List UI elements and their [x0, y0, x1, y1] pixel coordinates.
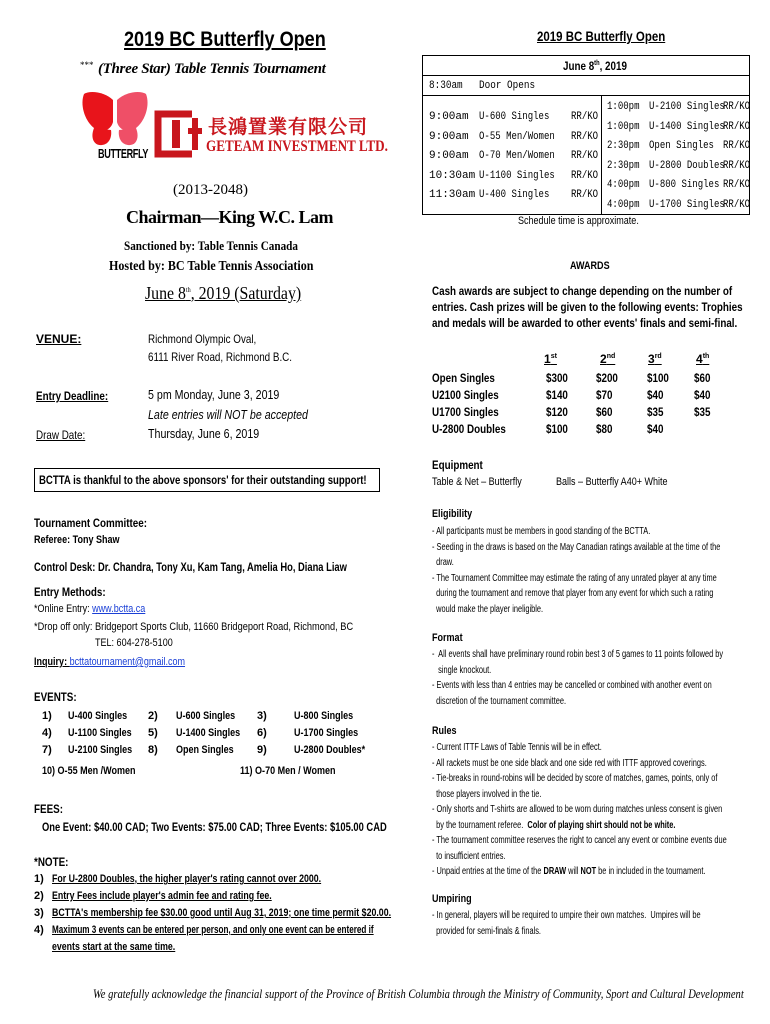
draw-date-label-text: Draw Date:: [36, 428, 86, 442]
equipment-heading: [432, 458, 494, 472]
event-name: Open Singles: [176, 744, 234, 756]
venue-line-1: Richmond Olympic Oval,: [148, 332, 257, 346]
schedule-event: O-55 Men/Women: [479, 130, 555, 143]
venue-label: VENUE:: [36, 332, 82, 346]
events-heading-text: EVENTS:: [34, 690, 77, 704]
schedule-divider: [601, 96, 602, 214]
entry-methods-heading-text: Entry Methods:: [34, 585, 106, 599]
prize-row: [432, 421, 752, 438]
rules-colour: Color of playing shirt should not be white.: [527, 819, 676, 831]
events-row: [42, 742, 382, 759]
events-row: [42, 725, 382, 742]
fees: [42, 820, 484, 834]
schedule-row: [607, 157, 751, 177]
event-name: U-1400 Singles: [176, 727, 241, 739]
event-name: U-400 Singles: [68, 710, 128, 722]
sanctioned-by: Sanctioned by: Table Tennis Canada: [124, 238, 298, 253]
schedule-right: [607, 98, 751, 215]
note-heading: [34, 855, 76, 869]
stars: ***: [80, 60, 94, 70]
prize-2nd: $70: [596, 388, 613, 402]
format-item: single knockout.: [432, 664, 492, 676]
geteam-english: GETEAM INVESTMENT LTD.: [206, 138, 388, 155]
draw-date-label: [36, 428, 96, 442]
note-text: BCTTA's membership fee $30.00 good until Aug 31, 2019; one time permit $20.00.: [52, 907, 392, 919]
format-item: - Events with less than 4 entries may be cancelled or combined with another event on: [432, 680, 712, 691]
schedule-row: [607, 137, 751, 157]
schedule-event: U-1700 Singles: [649, 198, 725, 211]
schedule-time: 11:30am: [429, 189, 476, 201]
schedule-event: O-70 Men/Women: [479, 150, 555, 162]
event-num: 6): [257, 727, 267, 739]
umpiring-item: provided for semi-finals & finals.: [432, 925, 541, 937]
prize-1st: $300: [546, 371, 568, 385]
geteam-logo: [148, 104, 388, 164]
schedule-format: RR/KO: [723, 101, 751, 113]
schedule-format: RR/KO: [571, 169, 599, 182]
umpiring-list: [432, 908, 770, 939]
subtitle: [80, 60, 326, 78]
umpiring-heading-text: Umpiring: [432, 893, 472, 905]
format-list: [432, 647, 770, 709]
rules-heading-text: Rules: [432, 725, 457, 737]
entry-methods-heading: [34, 585, 121, 599]
entry-deadline-label: [36, 389, 124, 403]
note-text: Maximum 3 events can be entered per person, and only one event can be entered if: [52, 924, 374, 936]
format-heading: [432, 632, 469, 644]
eligibility-item: during the tournament and remove that player from any event for which such a rating: [432, 588, 714, 599]
entry-deadline-label-text: Entry Deadline:: [36, 389, 109, 403]
chairman: Chairman—King W.C. Lam: [126, 207, 334, 227]
event-11-text: 11) O-70 Men / Women: [240, 765, 336, 777]
hosted-by: Hosted by: BC Table Tennis Association: [109, 259, 314, 274]
schedule-time: 4:00pm: [607, 198, 640, 211]
schedule-date-post: , 2019: [599, 59, 627, 73]
event-11: [240, 765, 357, 777]
schedule-event: U-1100 Singles: [479, 169, 555, 182]
rules-unpaid-b: will: [566, 866, 581, 877]
prize-table: [432, 370, 752, 438]
rules-item: to insufficient entries.: [432, 850, 506, 862]
rules-item: [432, 864, 706, 880]
schedule-format: RR/KO: [571, 189, 599, 201]
event-name: U-800 Singles: [294, 710, 354, 722]
late-entries: [148, 407, 343, 422]
note-num: 4): [34, 924, 44, 936]
schedule-box: [422, 55, 750, 215]
equipment-balls-text: Balls – Butterfly A40+ White: [556, 476, 668, 488]
prize-1st: $100: [546, 422, 568, 436]
schedule-row: [607, 196, 751, 216]
schedule-event: Open Singles: [649, 140, 714, 152]
format-heading-text: Format: [432, 632, 463, 644]
fees-heading: [34, 802, 69, 816]
page-title: 2019 BC Butterfly Open: [124, 28, 326, 51]
sponsor-thanks-box: [34, 468, 380, 492]
dropoff-text: *Drop off only: Bridgeport Sports Club, 11660 Bridgeport Road, Richmond, BC: [34, 621, 354, 633]
format-item: discretion of the tournament committee.: [432, 695, 567, 707]
schedule-row: [429, 128, 599, 148]
events-heading: [34, 690, 86, 704]
control-desk-text: Control Desk: Dr. Chandra, Tony Xu, Kam Tang, Amelia Ho, Diana Liaw: [34, 560, 347, 574]
note-text: For U-2800 Doubles, the higher player's rating cannot over 2000.: [52, 873, 322, 885]
late-entries-text: Late entries will NOT be accepted: [148, 407, 308, 422]
rules-item: - Tie-breaks in round-robins will be decided by score of matches, games, points, only of: [432, 773, 718, 784]
note-heading-text: *NOTE:: [34, 855, 69, 869]
schedule-format: RR/KO: [723, 198, 751, 211]
event-date-pre: June 8: [145, 283, 186, 303]
control-desk: [34, 560, 435, 574]
event-name: U-2800 Doubles*: [294, 744, 366, 756]
place-3: 3rd: [648, 352, 662, 366]
events-grid: [42, 708, 382, 759]
format-item: - All events shall have preliminary round robin best 3 of 5 games to 11 points followed by: [432, 649, 724, 660]
rules-unpaid-a: - Unpaid entries at the time of the: [432, 866, 544, 877]
schedule-time: 4:00pm: [607, 179, 640, 191]
eligibility-item: draw.: [432, 557, 454, 568]
schedule-format: RR/KO: [571, 150, 599, 162]
schedule-date-sup: th: [594, 60, 600, 67]
rules-referee: by the tournament referee.: [432, 819, 524, 831]
rules-item: those players involved in the tie.: [432, 788, 542, 800]
events-row: [42, 708, 382, 725]
dropoff: [34, 621, 414, 633]
prize-3rd: $40: [647, 388, 664, 402]
equipment-table-text: Table & Net – Butterfly: [432, 476, 522, 488]
schedule-date: [423, 56, 749, 76]
schedule-format: RR/KO: [723, 120, 751, 133]
prize-3rd: $40: [647, 422, 664, 436]
geteam-emblem-icon: [148, 108, 206, 160]
umpiring-heading: [432, 893, 480, 905]
schedule-date-pre: June 8: [563, 59, 595, 73]
schedule-time: 1:00pm: [607, 120, 640, 133]
committee-heading: [34, 516, 172, 530]
rules-unpaid-c: be in included in the tournament.: [596, 866, 706, 877]
prize-row: [432, 387, 752, 404]
event-10-text: 10) O-55 Men /Women: [42, 765, 136, 777]
prize-2nd: $60: [596, 405, 613, 419]
schedule-format: RR/KO: [723, 159, 751, 172]
prize-event: Open Singles: [432, 371, 495, 385]
eligibility-list: [432, 524, 770, 617]
eligibility-item: - Seeding in the draws is based on the May Canadian ratings available at the time of the: [432, 541, 721, 553]
schedule-row: [607, 176, 751, 196]
event-date-sup: th: [185, 286, 191, 294]
eligibility-item: would make the player ineligible.: [432, 603, 544, 615]
prize-2nd: $80: [596, 422, 613, 436]
butterfly-wings-icon: [80, 90, 150, 150]
event-num: 3): [257, 710, 267, 722]
prize-1st: $120: [546, 405, 568, 419]
schedule-time: 9:00am: [429, 111, 469, 123]
fees-text: One Event: $40.00 CAD; Two Events: $75.00 CAD; Three Events: $105.00 CAD: [42, 820, 387, 834]
schedule-time: 10:30am: [429, 169, 476, 182]
schedule-time: 9:00am: [429, 150, 469, 162]
umpiring-item: - In general, players will be required to umpire their own matches. Umpires will be: [432, 910, 701, 921]
event-num: 7): [42, 744, 52, 756]
inquiry-label: Inquiry:: [34, 656, 70, 668]
prize-1st: $140: [546, 388, 568, 402]
note-num: 1): [34, 873, 44, 885]
dropoff-tel-text: TEL: 604-278-5100: [95, 637, 173, 649]
prize-event: U2100 Singles: [432, 388, 499, 402]
schedule-event: U-800 Singles: [649, 179, 720, 191]
sponsor-thanks: BCTTA is thankful to the above sponsors' for their outstanding support!: [39, 473, 367, 487]
rules-heading: [432, 725, 462, 737]
schedule-left: [429, 108, 599, 206]
rules-unpaid-draw: DRAW: [543, 866, 567, 877]
footer-acknowledgement: We gratefully acknowledge the financial support of the Province of British Columbia through the Ministry of Community, Sport and Cultural Development: [93, 986, 744, 1001]
inquiry: [34, 656, 218, 668]
event-name: U-1700 Singles: [294, 727, 359, 739]
venue-line-2: 6111 River Road, Richmond B.C.: [148, 350, 293, 364]
event-name: U-2100 Singles: [68, 744, 133, 756]
butterfly-logo-text: BUTTERFLY: [98, 146, 149, 161]
butterfly-logo: [80, 90, 150, 165]
rules-item: - Only shorts and T-shirts are allowed to be worn during matches unless consent is given: [432, 804, 723, 815]
equipment-table: [432, 476, 541, 488]
prize-row: [432, 404, 752, 421]
event-num: 9): [257, 744, 267, 756]
schedule-event: U-1400 Singles: [649, 120, 725, 133]
event-num: 1): [42, 710, 52, 722]
draw-date-value: [148, 426, 284, 441]
online-entry: [34, 603, 170, 615]
place-1: 1st: [544, 352, 557, 366]
referee: [34, 534, 138, 546]
schedule-event: U-600 Singles: [479, 111, 550, 123]
schedule-time: 9:00am: [429, 130, 469, 143]
schedule-event: U-2100 Singles: [649, 101, 725, 113]
schedule-row: [429, 186, 599, 206]
prize-3rd: $35: [647, 405, 664, 419]
schedule-row: [607, 98, 751, 118]
rules-item: - The tournament committee reserves the right to cancel any event or combine events due: [432, 835, 727, 846]
schedule-format: RR/KO: [571, 111, 599, 123]
prize-4th: $35: [694, 405, 711, 419]
rules-item: [432, 818, 675, 834]
schedule-note-text: Schedule time is approximate.: [518, 215, 639, 227]
event-num: 2): [148, 710, 158, 722]
event-num: 8): [148, 744, 158, 756]
subtitle-text: (Three Star) Table Tennis Tournament: [97, 61, 326, 77]
schedule-event: U-2800 Doubles: [649, 159, 725, 172]
entry-deadline-text: 5 pm Monday, June 3, 2019: [148, 387, 280, 402]
schedule-note: [518, 215, 665, 227]
schedule-row: [429, 108, 599, 128]
eligibility-heading-text: Eligibility: [432, 508, 473, 520]
venue-value: [148, 330, 324, 366]
schedule-row: [429, 167, 599, 187]
place-2: 2nd: [600, 352, 616, 366]
event-10: [42, 765, 156, 777]
schedule-row: [607, 118, 751, 138]
online-entry-link[interactable]: www.bctta.ca: [92, 603, 146, 615]
prize-4th: $40: [694, 388, 711, 402]
schedule-time: 1:00pm: [607, 101, 640, 113]
referee-text: Referee: Tony Shaw: [34, 534, 120, 546]
door-time: 8:30am: [429, 80, 463, 92]
note-num: 2): [34, 890, 44, 902]
rules-list: [432, 740, 770, 880]
note-num: 3): [34, 907, 44, 919]
eligibility-heading: [432, 508, 481, 520]
prize-3rd: $100: [647, 371, 669, 385]
schedule-time: 2:30pm: [607, 140, 640, 152]
prize-2nd: $200: [596, 371, 618, 385]
event-name: U-600 Singles: [176, 710, 236, 722]
inquiry-email-link[interactable]: bcttatournament@gmail.com: [69, 656, 186, 668]
event-date: [145, 283, 301, 304]
prize-event: U-2800 Doubles: [432, 422, 506, 436]
right-title: 2019 BC Butterfly Open: [537, 28, 666, 44]
rules-item: - Current ITTF Laws of Table Tennis will be in effect.: [432, 742, 602, 753]
schedule-event: U-400 Singles: [479, 189, 550, 201]
prize-row: [432, 370, 752, 387]
prize-4th: $60: [694, 371, 711, 385]
awards-heading: [570, 260, 618, 272]
schedule-format: RR/KO: [723, 140, 751, 152]
equipment-balls: [556, 476, 692, 488]
phone-code: (2013-2048): [173, 182, 248, 198]
online-entry-label: *Online Entry:: [34, 603, 93, 615]
geteam-chinese: 長鴻置業有限公司: [208, 117, 369, 138]
note-text: Entry Fees include player's admin fee and rating fee.: [52, 890, 272, 902]
note-text-continued: events start at the same time.: [52, 941, 176, 953]
awards-heading-text: AWARDS: [570, 260, 610, 272]
dropoff-tel: [95, 637, 190, 649]
schedule-time: 2:30pm: [607, 159, 640, 172]
door-row: [423, 76, 749, 96]
entry-deadline-value: [148, 387, 308, 402]
eligibility-item: - All participants must be members in good standing of the BCTTA.: [432, 526, 651, 537]
eligibility-item: - The Tournament Committee may estimate the rating of any unrated player at any time: [432, 572, 717, 584]
door-label: Door Opens: [479, 80, 536, 92]
equipment-heading-text: Equipment: [432, 458, 483, 472]
event-name: U-1100 Singles: [68, 727, 132, 739]
draw-date-text: Thursday, June 6, 2019: [148, 426, 260, 441]
rules-unpaid-not: NOT: [580, 866, 597, 877]
committee-heading-text: Tournament Committee:: [34, 516, 147, 530]
schedule-format: RR/KO: [723, 179, 751, 191]
schedule-row: [429, 147, 599, 167]
place-4: 4th: [696, 352, 710, 366]
prize-event: U1700 Singles: [432, 405, 499, 419]
event-date-post: , 2019 (Saturday): [190, 283, 302, 303]
schedule-format: RR/KO: [571, 130, 599, 143]
rules-item: - All rackets must be one side black and one side red with ITTF approved coverings.: [432, 757, 707, 769]
awards-text: Cash awards are subject to change depending on the number of entries. Cash prizes will be given to the following events: Trophies and medals will be awarded to other events' finals and semi-final.: [432, 284, 743, 330]
fees-heading-text: FEES:: [34, 802, 63, 816]
event-num: 4): [42, 727, 52, 739]
event-num: 5): [148, 727, 158, 739]
